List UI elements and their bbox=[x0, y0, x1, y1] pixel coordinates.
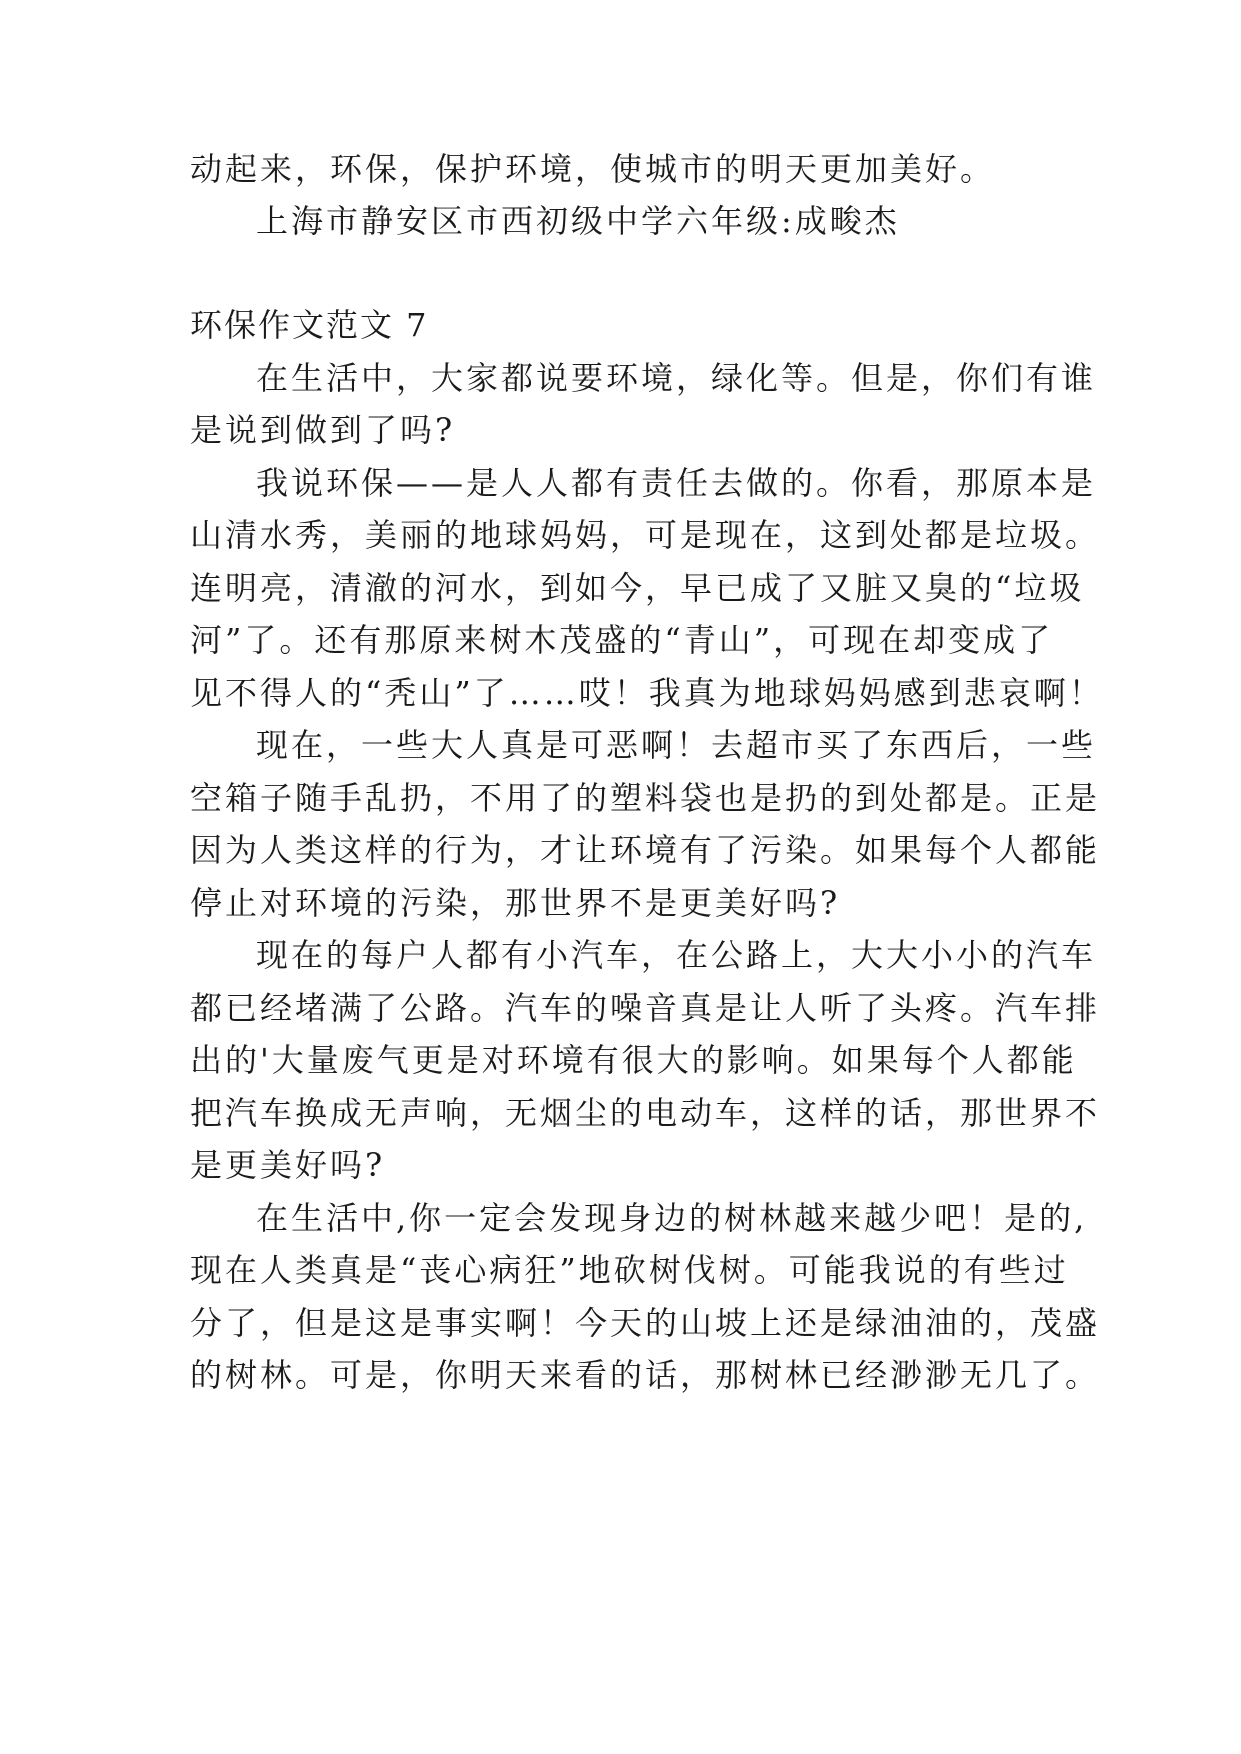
paragraph-line: 现在的每户人都有小汽车，在公路上，大大小小的汽车 bbox=[256, 936, 1097, 974]
paragraph-line: 空箱子随手乱扔，不用了的塑料袋也是扔的到处都是。正是 bbox=[190, 779, 1101, 817]
section-title: 环保作文范文 7 bbox=[190, 306, 429, 344]
paragraph-line: 的树林。可是，你明天来看的话，那树林已经渺渺无几了。 bbox=[190, 1356, 1101, 1394]
paragraph-line: 因为人类这样的行为，才让环境有了污染。如果每个人都能 bbox=[190, 831, 1101, 869]
paragraph-line: 现在，一些大人真是可恶啊！去超市买了东西后，一些 bbox=[256, 726, 1097, 764]
paragraph-line: 见不得人的“秃山”了……哎！我真为地球妈妈感到悲哀啊！ bbox=[190, 674, 1104, 712]
paragraph-line: 我说环保——是人人都有责任去做的。你看，那原本是 bbox=[256, 464, 1097, 502]
paragraph-line: 分了，但是这是事实啊！今天的山坡上还是绿油油的，茂盛 bbox=[190, 1304, 1101, 1342]
text-line: 动起来，环保，保护环境，使城市的明天更加美好。 bbox=[190, 150, 996, 188]
paragraph-line: 都已经堵满了公路。汽车的噪音真是让人听了头疼。汽车排 bbox=[190, 989, 1101, 1027]
paragraph-line: 现在人类真是“丧心病狂”地砍树伐树。可能我说的有些过 bbox=[190, 1251, 1069, 1289]
paragraph-line: 在生活中，大家都说要环境，绿化等。但是，你们有谁 bbox=[256, 359, 1097, 397]
paragraph-line: 停止对环境的污染，那世界不是更美好吗? bbox=[190, 884, 841, 922]
author-line: 上海市静安区市西初级中学六年级:成畯杰 bbox=[256, 202, 900, 240]
paragraph-line: 在生活中,你一定会发现身边的树林越来越少吧！是的, bbox=[256, 1199, 1088, 1237]
paragraph-line: 是更美好吗? bbox=[190, 1146, 386, 1184]
paragraph-line: 连明亮，清澈的河水，到如今，早已成了又脏又臭的“垃圾 bbox=[190, 569, 1085, 607]
paragraph-line: 山清水秀，美丽的地球妈妈，可是现在，这到处都是垃圾。 bbox=[190, 516, 1101, 554]
paragraph-line: 河”了。还有那原来树木茂盛的“青山”，可现在却变成了 bbox=[190, 621, 1054, 659]
paragraph-line: 把汽车换成无声响，无烟尘的电动车，这样的话，那世界不 bbox=[190, 1094, 1101, 1132]
paragraph-line: 是说到做到了吗? bbox=[190, 411, 456, 449]
paragraph-line: 出的'大量废气更是对环境有很大的影响。如果每个人都能 bbox=[190, 1041, 1077, 1079]
